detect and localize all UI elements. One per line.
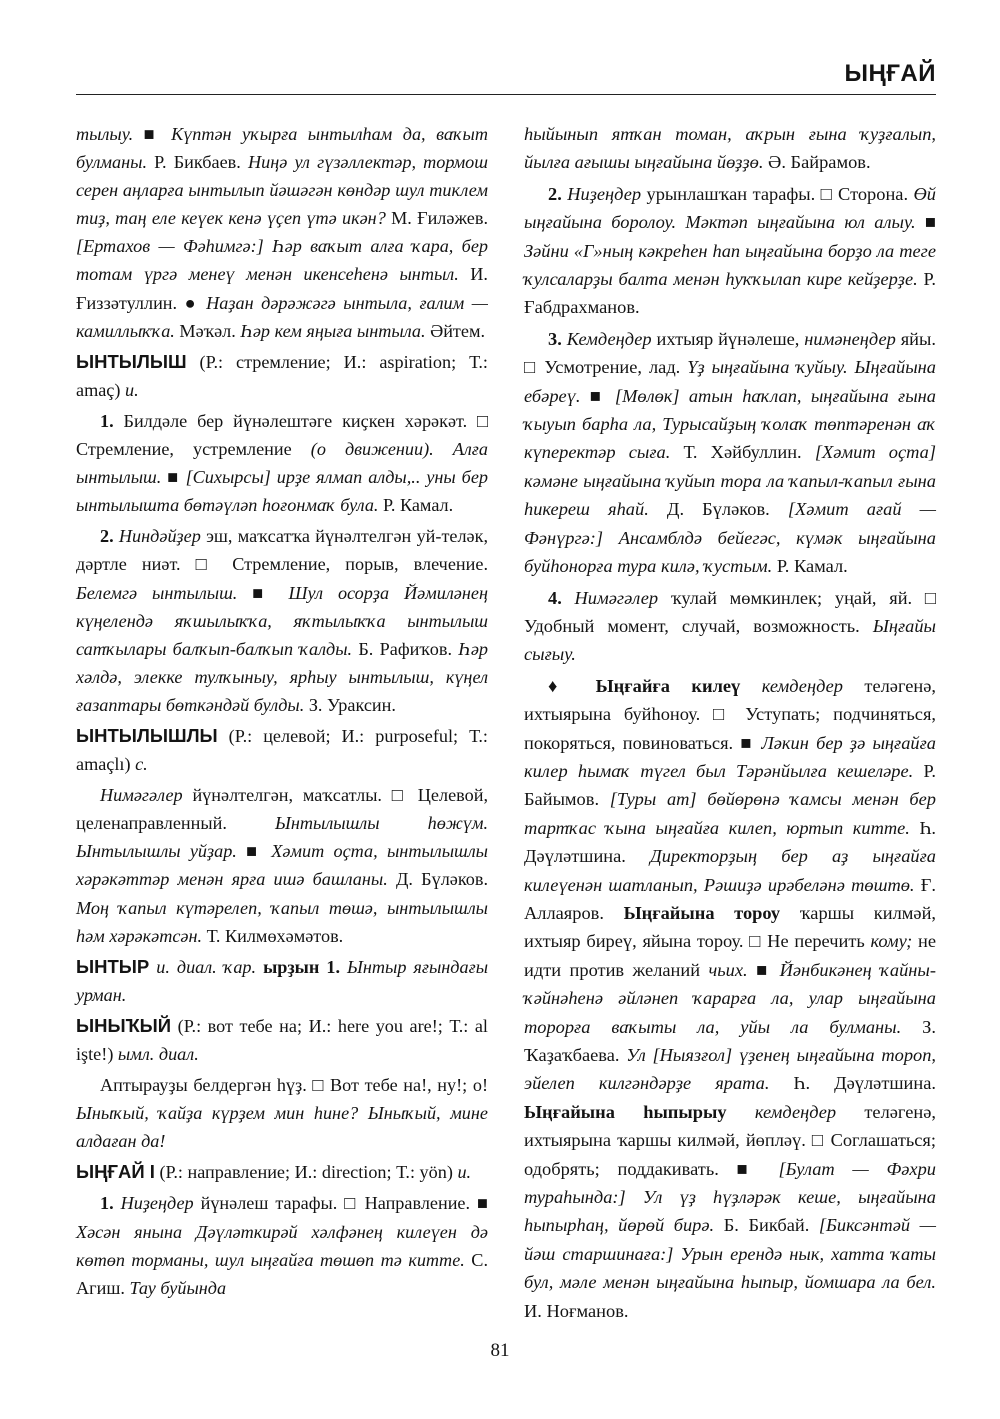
sense-paragraph: 4. Нимәгәлер ҡулай мөмкинлек; уңай, яй. □ Удобный момент, случай, возможность. Ыңғайы сығыу. [524,587,936,665]
sense-paragraph: 2. Ниндәйҙер эш, маҡсатҡа йүнәлтелгән уй-теләк, дәртле ниәт. □ Стремление, порыв, влечение. Белемгә ынтылыш. ■ Шул осорҙа Йәмиләнең күңелендә яҡшылыҡҡа, яҡтылыҡҡа ынтылыш сатҡылары балҡып-балҡып ҡалды. Б. Рафиҡов. Һәр хәлдә, элекке тулҡыныу, ярһыу ынтылыш, күңел ғазаптары бөткәндәй булды. З. Ураксин. [76,526,489,715]
sense-paragraph: 1. Ниҙеңдер йүнәлеш тарафы. □ Направление. ■ Хәсән янына Дәүләткирәй хәлфәнең килеүен дә көтөп торманы, шул ыңғайға төшөп тә китте. С. Агиш. Тау буйында [76,1193,489,1298]
entry-headword-line: ЫНЫҠЫЙ (Р.: вот тебе на; И.: here you are!; Т.: al işte!) ымл. диал. [76,1014,488,1064]
entry-headword-line: ЫҢҒАЙ I (Р.: направление; И.: direction; Т.: yön) и. [76,1161,472,1183]
running-header [76,58,936,95]
header-headword: ЫҢҒАЙ [844,60,936,87]
entry-headword-line: ЫНТЫЛЫШ (Р.: стремление; И.: aspiration; Т.: amaç) и. [76,350,488,400]
sense-paragraph: Аптырауҙы белдергән һүҙ. □ Вот тебе на!, ну!; о! Ыныҡый, ҡайҙа күрҙем мин һине? Ыныҡый, мине алдаған да! [76,1075,488,1152]
page-number: 81 [490,1340,510,1361]
entry-paragraph: һыйынып ятҡан томан, аҡрын ғына ҡуҙғалып, йылға ағышы ыңғайына йөҙҙө. Ә. Байрамов. [524,124,936,173]
sense-paragraph: Нимәгәлер йүнәлтелгән, маҡсатлы. □ Целевой, целенаправленный. Ынтылышлы һөжүм. Ынтылышлы уйҙар. ■ Хәмит оҫта, ынтылышлы хәрәкәттәр менән ярға ишә башланы. Д. Бүләков. Моң ҡапыл күтәрелеп, ҡапыл төшә, ынтылышлы һәм хәрәкәтсән. Т. Килмөхәмәтов. [76,785,488,946]
entry-headword-line: ЫНТЫЛЫШЛЫ (Р.: целевой; И.: purposeful; Т.: amaçlı) с. [76,724,488,775]
left-column [76,120,488,1305]
idiom-paragraph: ♦ Ыңғайға килеү кемдеңдер теләгенә, ихтыярына буйһоноу. □ Уступать; подчиняться, покоряться, повиноваться. ■ Ләкин бер ҙә ыңғайға килер һымаҡ түгел был Тәрәнйылға кешеләре. Р. Байымов. [Туры ат] бөйөрөнә ҡамсы менән бер тартҡас ҡына ыңғайға килеп, юртып китте. Һ. Дәүләтшина. Директорҙың бер аҙ ыңғайға килеүенән шатланып, Рәшиҙә ирәбеләнә төштө. Ғ. Аллаяров. Ыңғайына тороу ҡаршы килмәй, ихтыяр биреү, яйына тороу. □ Не перечить кому; не идти против желаний чьих. ■ Йәнбикәнең ҡайны-ҡәйнәһенә әйләнеп ҡарарға ла, улар ыңғайына торорға ваҡыты ла, уйы ла булманы. З. Ҡаҙаҡбаева. Ул [Ныязғол] үҙенең ыңғайына тороп, эйелеп килгәндәрҙе ярата. Һ. Дәүләтшина. Ыңғайына һыпырыу кемдеңдер теләгенә, ихтыярына ҡаршы килмәй, йөпләү. □ Соглашаться; одобрять; поддакивать. ■ [Булат — Фәхри тураһында:] Ул үҙ һүҙләрәк кеше, ыңғайына һыпырһаң, йөрөй бирә. Б. Бикбай. [Биксәнтәй — йәш старшинаға:] Урын ерендә нык, хатта ҡаты бул, мәле менән ыңғайына һыпыр, йомшара ла бел. И. Ноғманов. [524,675,937,1321]
sense-paragraph: 1. Билдәле бер йүнәлештәге киҫкен хәрәкәт. □ Стремление, устремление (о движении). Алға ынтылыш. ■ [Сихырсы] ирҙе ялмап алды,.. уны бер ынтылышта бөтәүләп һоғонмаҡ була. Р. Камал. [76,410,488,516]
entry-paragraph: тылыу. ■ Күптән уҡырға ынтылһам да, ваҡыт булманы. Р. Бикбаев. Ниңә ул гүзәллектәр, тормош серен аңларға ынтылып йәшәгән көндәр шул тиклем тиҙ, таң еле кеүек кенә үҫеп үтә икән? М. Ғиләжев. [Ертахов — Фәһимгә:] Һәр ваҡыт алға ҡара, бер тотам үргә менеү менән икенсеһенә ынтыл. И. Ғиззәтуллин. ● Наҙан дәрәжәгә ынтыла, ғалим — камиллыҡҡа. Мәҡәл. Һәр кем яңыға ынтыла. Әйтем. [76,124,489,341]
sense-paragraph: 3. Кемдеңдер ихтыяр йүнәлеше, нимәнеңдер яйы. □ Усмотрение, лад. Үҙ ыңғайына ҡуйыу. Ыңғайына ебәреү. ■ [Мөлөк] атын һаҡлап, ыңғайына ғына ҡыуып барһа ла, Турысайҙың ҡолаҡ төптәренән аҡ күперектәр сыға. Т. Хәйбуллин. [Хәмит оҫта] кәмәне ыңғайына ҡуйып тора ла ҡапыл-ҡапыл ғына һикереш яһай. Д. Бүләков. [Хәмит ағай — Фәнүргә:] Ансамблдә бейегәс, күмәк ыңғайына буйһонорға тура килә, ҡустым. Р. Камал. [524,328,936,577]
sense-paragraph: 2. Ниҙеңдер урынлашҡан тарафы. □ Сторона. Өй ыңғайына боролоу. Мәктәп ыңғайына юл алыу. ■ Зәйни «Г»ның кәкреһен һап ыңғайына борҙо ла теге ҡулсаларҙы балта менән һуҡҡылап кире кейҙерҙе. Р. Ғабдрахманов. [524,183,936,318]
right-column [524,120,936,1328]
entry-headword-line: ЫНТЫР и. диал. ҡар. ырҙын 1. Ынтыр яғындағы урман. [76,955,489,1005]
